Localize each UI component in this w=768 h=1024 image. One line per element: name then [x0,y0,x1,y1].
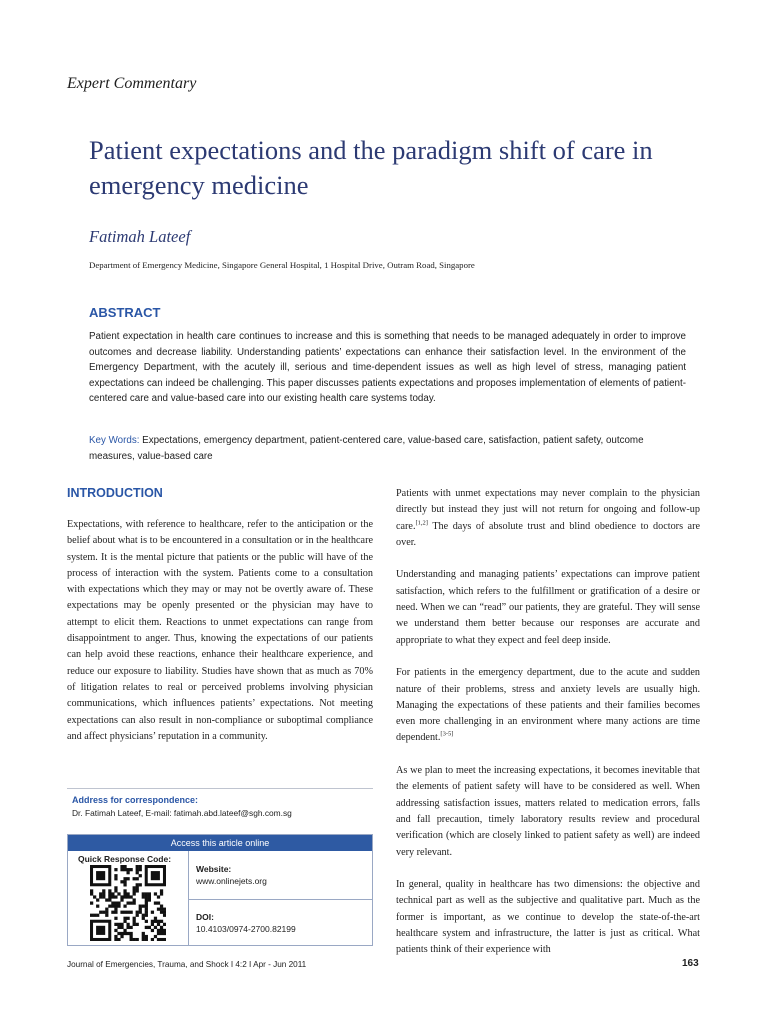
paragraph: As we plan to meet the increasing expectations, it becomes inevitable that the elements of patient safety will have to be considered as well. When addressing satisfaction issues, matters related to medication errors, falls and fall precaution, timely laboratory results review and procedural verification (which are closely linked to patient safety as well) are indeed very relevant. [396,765,700,858]
paragraph [396,665,700,746]
paragraph: Understanding and managing patients’ expectations can improve patient satisfaction, which refers to the fulfillment or gratification of a desire or need. When we can “read” our patients, they are grateful. They will sense we understand them better because our responses are accurate and appropriate to what they expect and feel deep inside. [396,569,700,646]
paragraph-text: The days of absolute trust and blind obedience to doctors are over. [396,520,700,548]
doi-label: DOI: [196,912,214,922]
website-label: Website: [196,864,232,874]
access-online-box [67,834,373,946]
paragraph-text: For patients in the emergency department, due to the acute and sudden nature of their problems, stress and anxiety levels are usually high. Managing the expectations of these patients and their families becomes even more challenging in an environment where many actions are time dependent. [396,667,700,744]
citation-ref: [1,2] [415,519,428,527]
correspondence-text: Dr. Fatimah Lateef, E-mail: fatimah.abd.lateef@sgh.com.sg [72,808,292,818]
box-divider-horizontal [188,899,372,900]
keywords-list: Expectations, emergency department, patient-centered care, value-based care, satisfaction, patient safety, outcome measures, value-based care [89,435,644,462]
correspondence-heading: Address for correspondence: [72,795,199,805]
right-column [396,486,700,975]
access-online-header: Access this article online [68,835,372,851]
author-affiliation: Department of Emergency Medicine, Singapore General Hospital, 1 Hospital Drive, Outram Road, Singapore [89,260,475,270]
qr-code-icon[interactable] [90,865,166,941]
section-label: Expert Commentary [67,75,197,92]
paragraph [396,486,700,551]
keywords-label: Key Words: [89,435,140,446]
introduction-heading: INTRODUCTION [67,486,163,500]
article-title: Patient expectations and the paradigm shift of care in emergency medicine [89,135,653,200]
paragraph: In general, quality in healthcare has two dimensions: the objective and technical part as well as the subjective and qualitative part. Much as the former is important, as we continue to develop the state-of-the-art healthcare system and infrastructure, the latter is just as critical. What patients think of their experience with [396,879,700,956]
website-link[interactable]: www.onlinejets.org [196,876,267,886]
doi-link[interactable]: 10.4103/0974-2700.82199 [196,924,296,934]
page-number: 163 [682,958,699,969]
correspondence-divider [67,788,373,789]
abstract-heading: ABSTRACT [89,305,161,320]
keywords [89,433,686,464]
abstract-body: Patient expectation in health care continues to increase and this is something that needs to be managed adequately in order to improve outcomes and decrease liability. Understanding patients’ expectations can enhance their satisfaction level. In the environment of the Emergency Department, with the acutely ill, serious and time-dependent issues as well as high level of stress, managing patient expectations can indeed be challenging. This paper discusses patients expectations and proposes implementation of elements of patient-centered care and value-based care into our existing health care systems today. [89,331,686,405]
journal-footer: Journal of Emergencies, Trauma, and Shock I 4:2 I Apr - Jun 2011 [67,960,307,969]
paragraph-text: Patients with unmet expectations may never complain to the physician directly but instead they just will not return for ongoing and follow-up care. [396,488,700,532]
qr-code-label: Quick Response Code: [78,854,172,864]
introduction-body: Expectations, with reference to healthcare, refer to the anticipation or the belief about what is to be encountered in a consultation or in the healthcare system. It is the mental picture that patients or the public will have of the process of interaction with the system. Patients come to a consultation with expectations which they may or may not be overtly aware of. These expectations may be openly presented or the physician may have to attempt to elicit them. Reactions to unmet expectations can range from disappointment to anger. Thus, knowing the expectations of our patients can help avoid these reactions, enhance their healthcare experience, and reduce our exposure to liability. Studies have shown that as much as 70% of litigation relates to real or perceived problems involving physician communications, which influences patients’ expectations. Not meeting expectations can also result in non-compliance or suboptimal compliance and affect physicians’ reputation in a community. [67,519,373,742]
author-name: Fatimah Lateef [89,227,191,246]
citation-ref: [3-5] [440,731,454,739]
